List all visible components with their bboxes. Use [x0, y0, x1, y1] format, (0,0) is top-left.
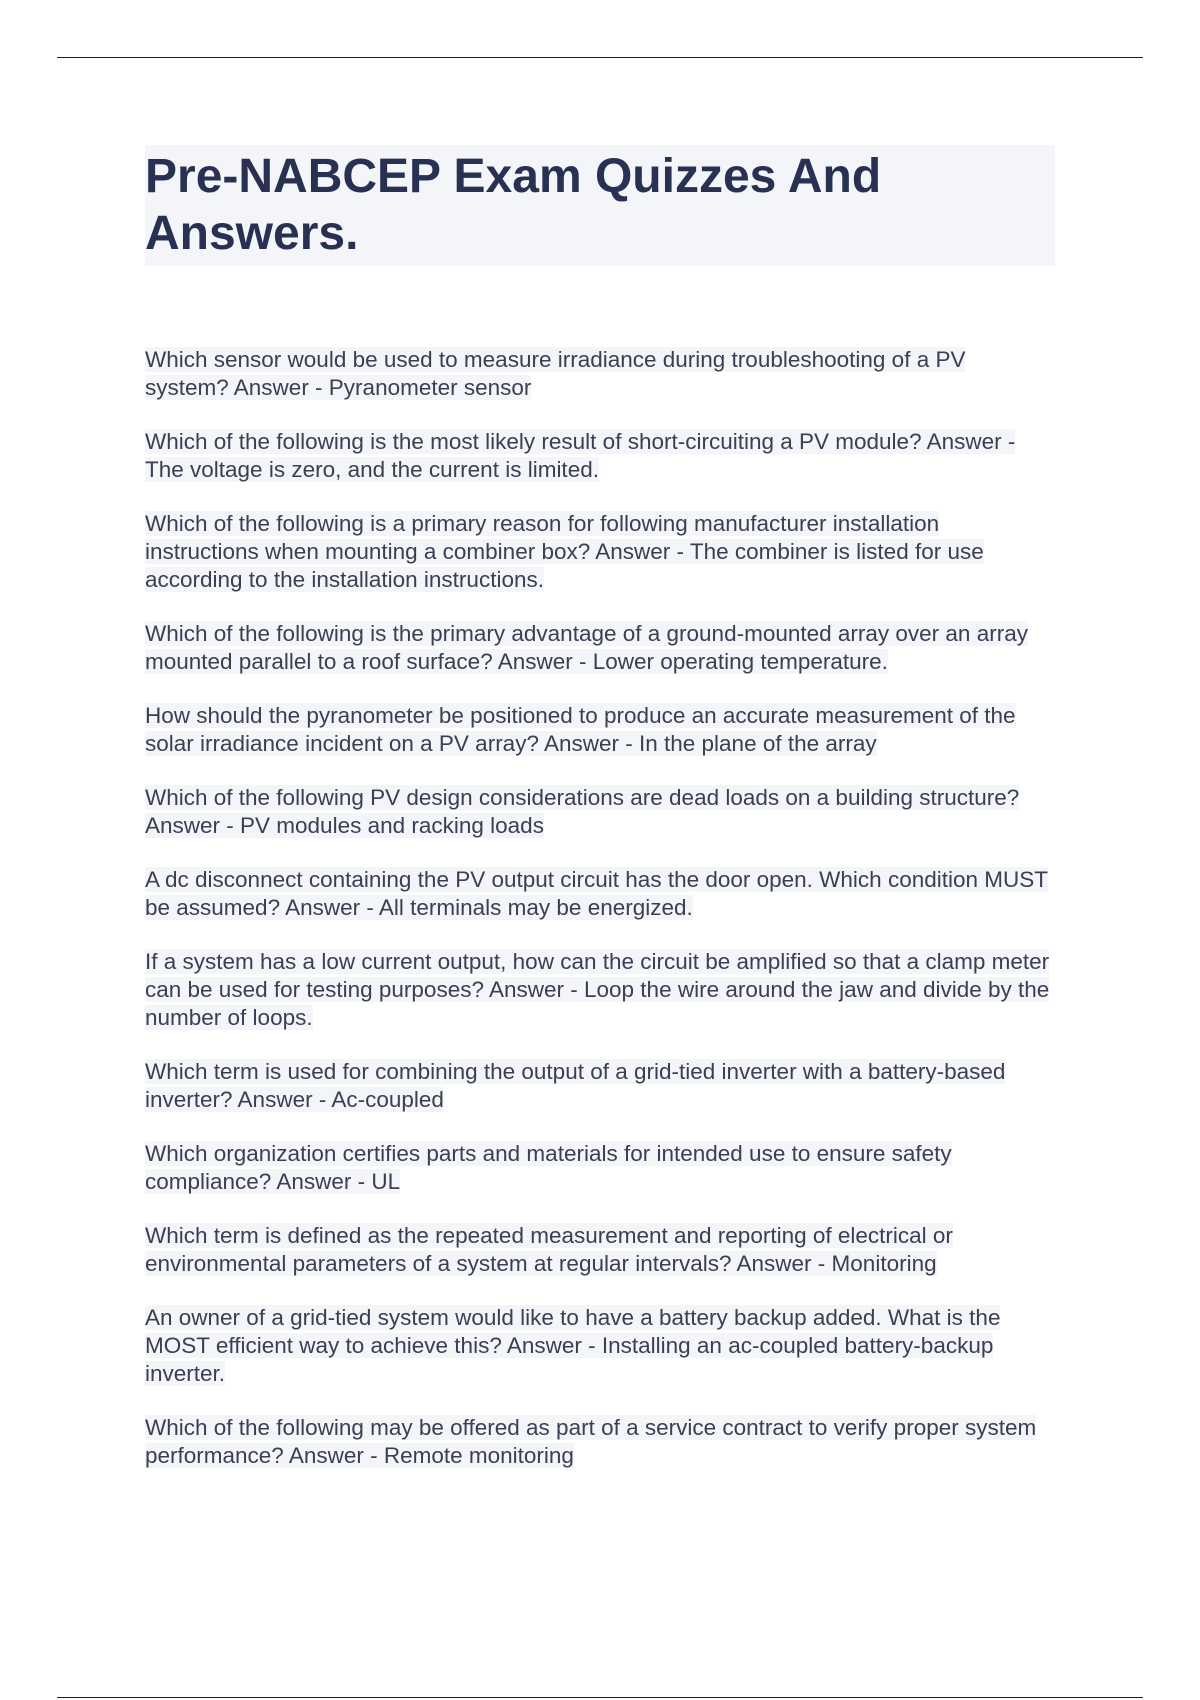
- qa-text: Which term is used for combining the output of a grid-tied inverter with a battery-based inverter? Answer - Ac-coupled: [145, 1059, 1006, 1112]
- qa-item: [145, 866, 1055, 922]
- qa-text: A dc disconnect containing the PV output circuit has the door open. Which condition MUST be assumed? Answer - All terminals may be energized.: [145, 867, 1049, 920]
- header-rule: [57, 57, 1143, 58]
- qa-item: [145, 1058, 1055, 1114]
- page-title: Pre-NABCEP Exam Quizzes And Answers.: [145, 150, 882, 260]
- qa-item: [145, 620, 1055, 676]
- qa-text: Which of the following is the primary advantage of a ground-mounted array over an array mounted parallel to a roof surface? Answer - Lower operating temperature.: [145, 621, 1028, 674]
- footer-rule: [57, 1697, 1143, 1698]
- qa-text: If a system has a low current output, how can the circuit be amplified so that a clamp meter can be used for testing purposes? Answer - Loop the wire around the jaw and divide by the number of loops.: [145, 949, 1050, 1030]
- qa-text: Which sensor would be used to measure irradiance during troubleshooting of a PV system? Answer - Pyranometer sensor: [145, 347, 966, 400]
- qa-item: [145, 1304, 1055, 1388]
- qa-list: [145, 346, 1055, 1470]
- qa-item: [145, 1222, 1055, 1278]
- qa-item: [145, 510, 1055, 594]
- qa-text: Which of the following is a primary reason for following manufacturer installation instructions when mounting a combiner box? Answer - The combiner is listed for use according to the installation instructions.: [145, 511, 984, 592]
- qa-text: An owner of a grid-tied system would like to have a battery backup added. What is the MOST efficient way to achieve this? Answer - Installing an ac-coupled battery-backup inverter.: [145, 1305, 1001, 1386]
- qa-item: [145, 1140, 1055, 1196]
- qa-text: Which organization certifies parts and materials for intended use to ensure safety compliance? Answer - UL: [145, 1141, 952, 1194]
- qa-item: [145, 948, 1055, 1032]
- qa-item: [145, 346, 1055, 402]
- qa-item: [145, 428, 1055, 484]
- qa-item: [145, 784, 1055, 840]
- title-block: [145, 145, 1055, 266]
- qa-text: Which term is defined as the repeated measurement and reporting of electrical or environmental parameters of a system at regular intervals? Answer - Monitoring: [145, 1223, 953, 1276]
- qa-text: Which of the following PV design considerations are dead loads on a building structure? Answer - PV modules and racking loads: [145, 785, 1020, 838]
- qa-text: Which of the following may be offered as part of a service contract to verify proper system performance? Answer - Remote monitoring: [145, 1415, 1037, 1468]
- qa-text: Which of the following is the most likely result of short-circuiting a PV module? Answer - The voltage is zero, and the current is limited.: [145, 429, 1016, 482]
- qa-text: How should the pyranometer be positioned to produce an accurate measurement of the solar irradiance incident on a PV array? Answer - In the plane of the array: [145, 703, 1016, 756]
- document-body: [145, 145, 1055, 1496]
- qa-item: [145, 702, 1055, 758]
- qa-item: [145, 1414, 1055, 1470]
